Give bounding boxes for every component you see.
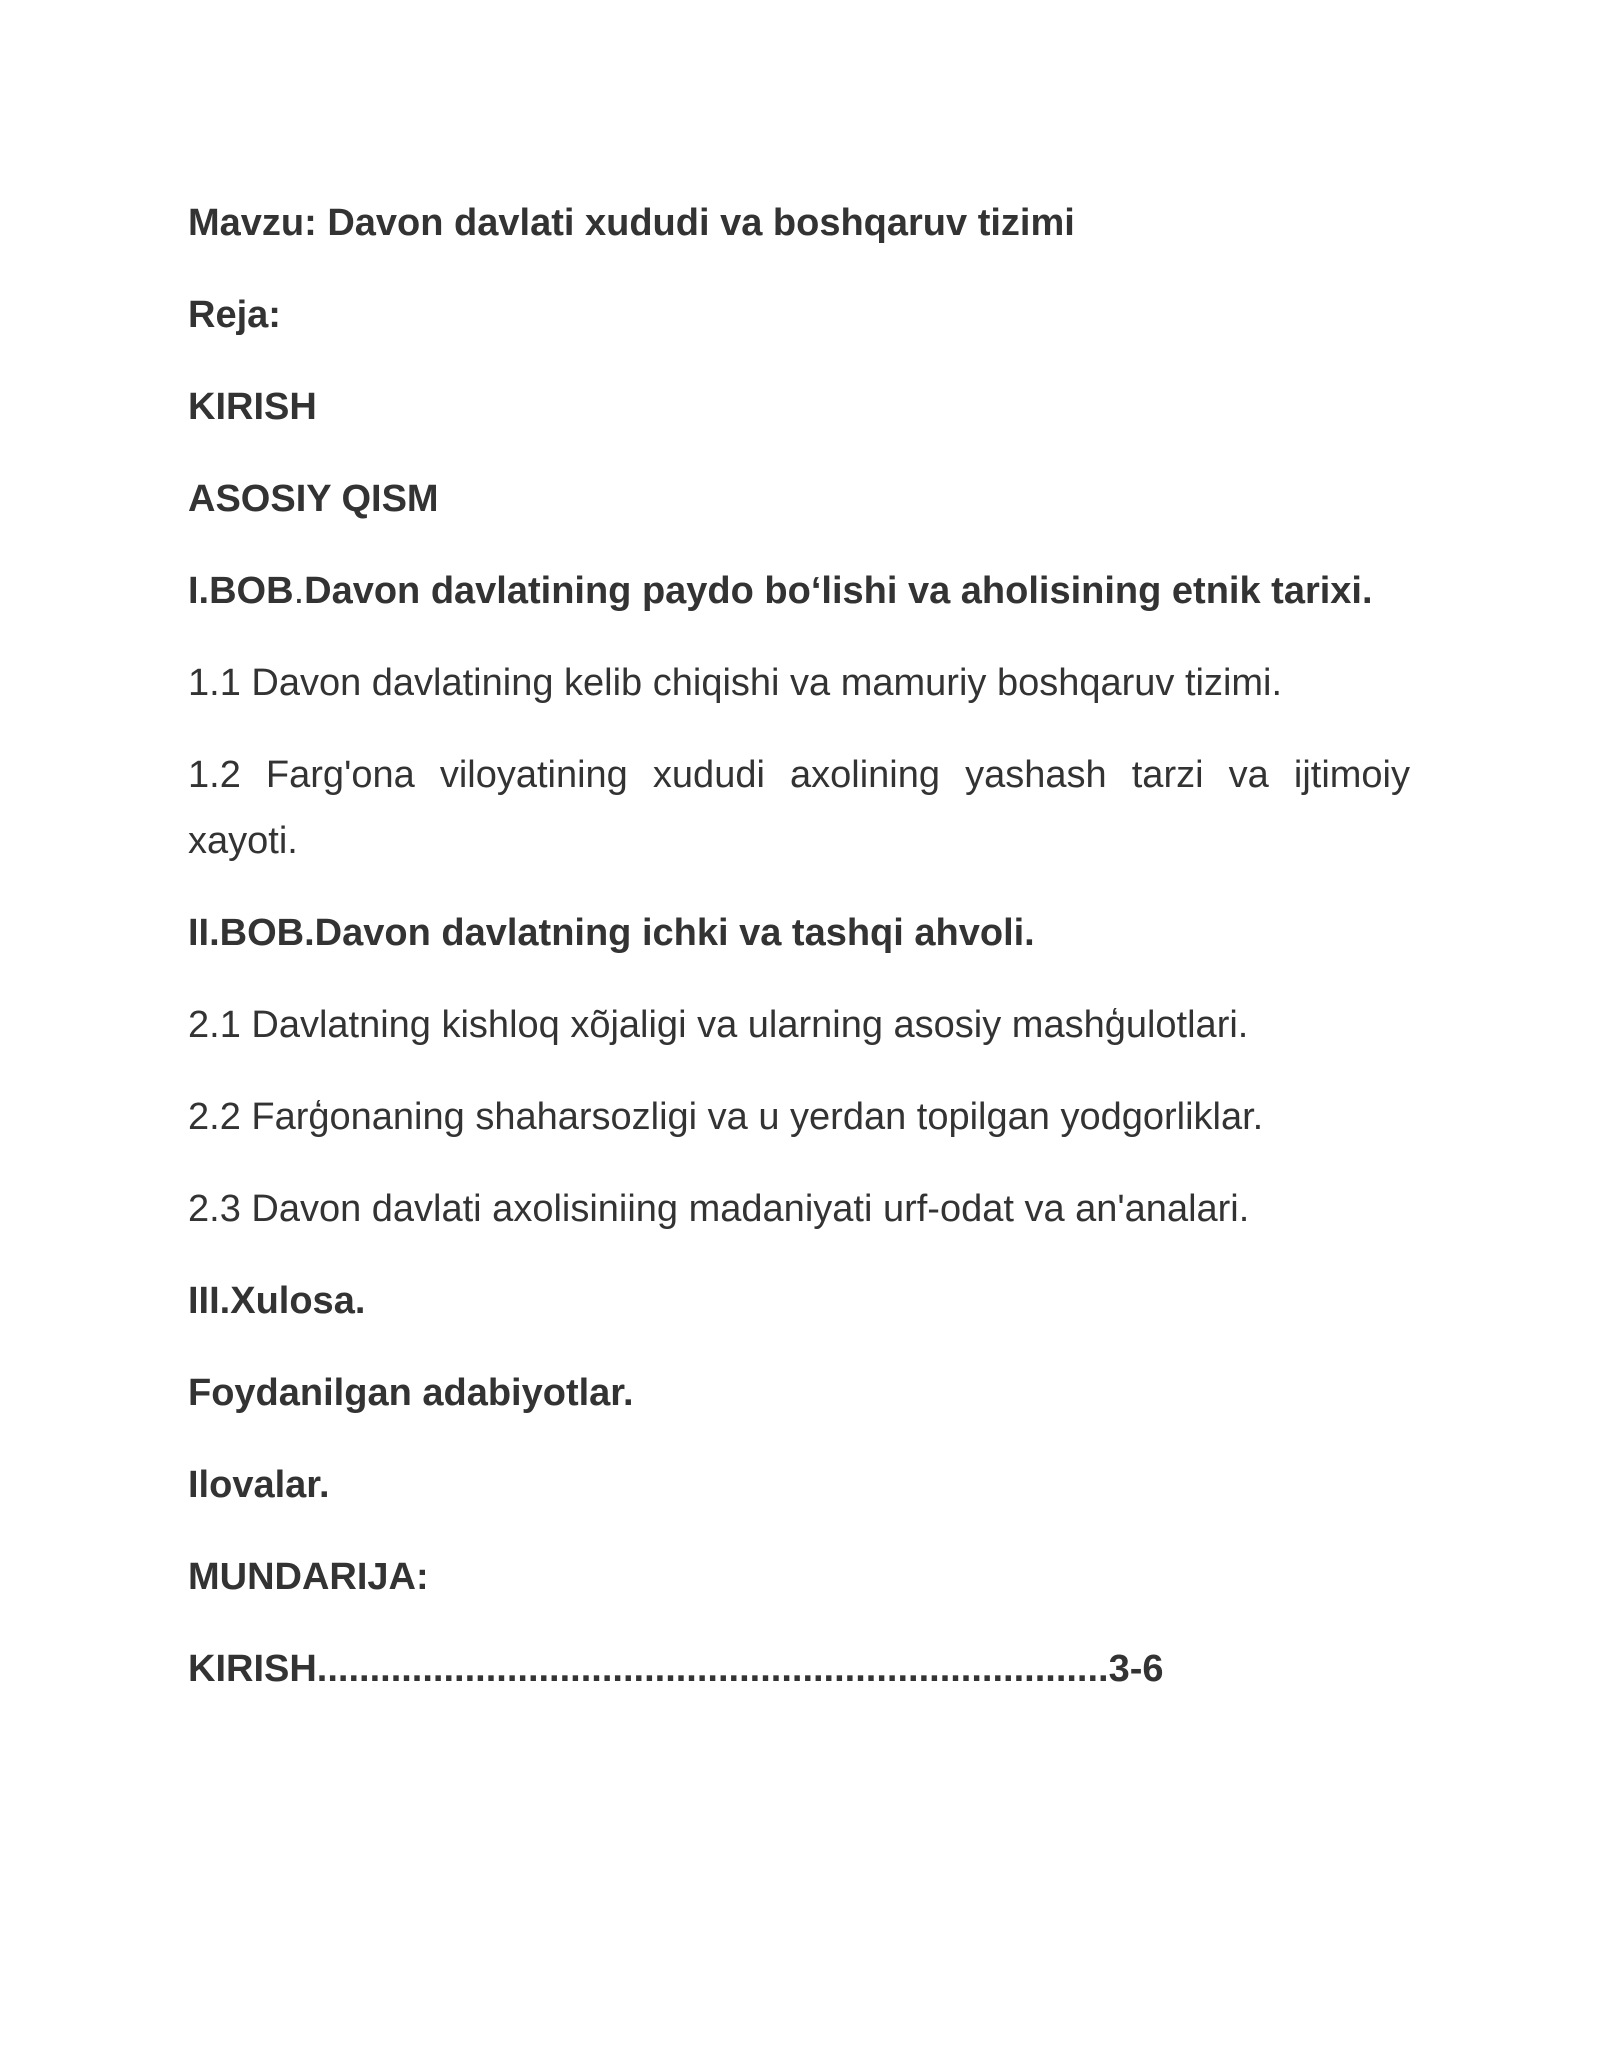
chapter-1-dot: . [293, 570, 305, 612]
conclusion-heading: III.Xulosa. [188, 1280, 366, 1322]
document-content [188, 190, 1410, 1728]
chapter-1-title: Davon davlatining paydo bo‘lishi va aholisining etnik tarixi. [304, 570, 1373, 612]
appendices-heading: Ilovalar. [188, 1464, 330, 1506]
item-1-1: 1.1 Davon davlatining kelib chiqishi va mamuriy boshqaruv tizimi. [188, 662, 1283, 704]
item-2-1: 2.1 Davlatning kishloq xõjaligi va ularning asosiy mashģulotlari. [188, 1004, 1249, 1046]
contents-heading: MUNDARIJA: [188, 1556, 429, 1598]
item-2-2: 2.2 Farģonaning shaharsozligi va u yerdan topilgan yodgorliklar. [188, 1096, 1264, 1138]
chapter-2-heading: II.BOB.Davon davlatning ichki va tashqi ahvoli. [188, 912, 1035, 954]
item-1-2: 1.2 Farg'ona viloyatining xududi axolining yashash tarzi va ijtimoiy xayoti. [188, 754, 1410, 862]
chapter-1-prefix: I.BOB [188, 570, 294, 612]
toc-entry-intro: KIRISH...........................................................................3-6 [188, 1648, 1164, 1690]
item-2-3: 2.3 Davon davlati axolisiniing madaniyati urf-odat va an'analari. [188, 1188, 1250, 1230]
plan-heading: Reja: [188, 294, 281, 336]
chapter-1-heading [188, 558, 1410, 624]
references-heading: Foydanilgan adabiyotlar. [188, 1372, 634, 1414]
document-title: Mavzu: Davon davlati xududi va boshqaruv tizimi [188, 202, 1075, 244]
intro-heading: KIRISH [188, 386, 317, 428]
main-part-heading: ASOSIY QISM [188, 478, 439, 520]
